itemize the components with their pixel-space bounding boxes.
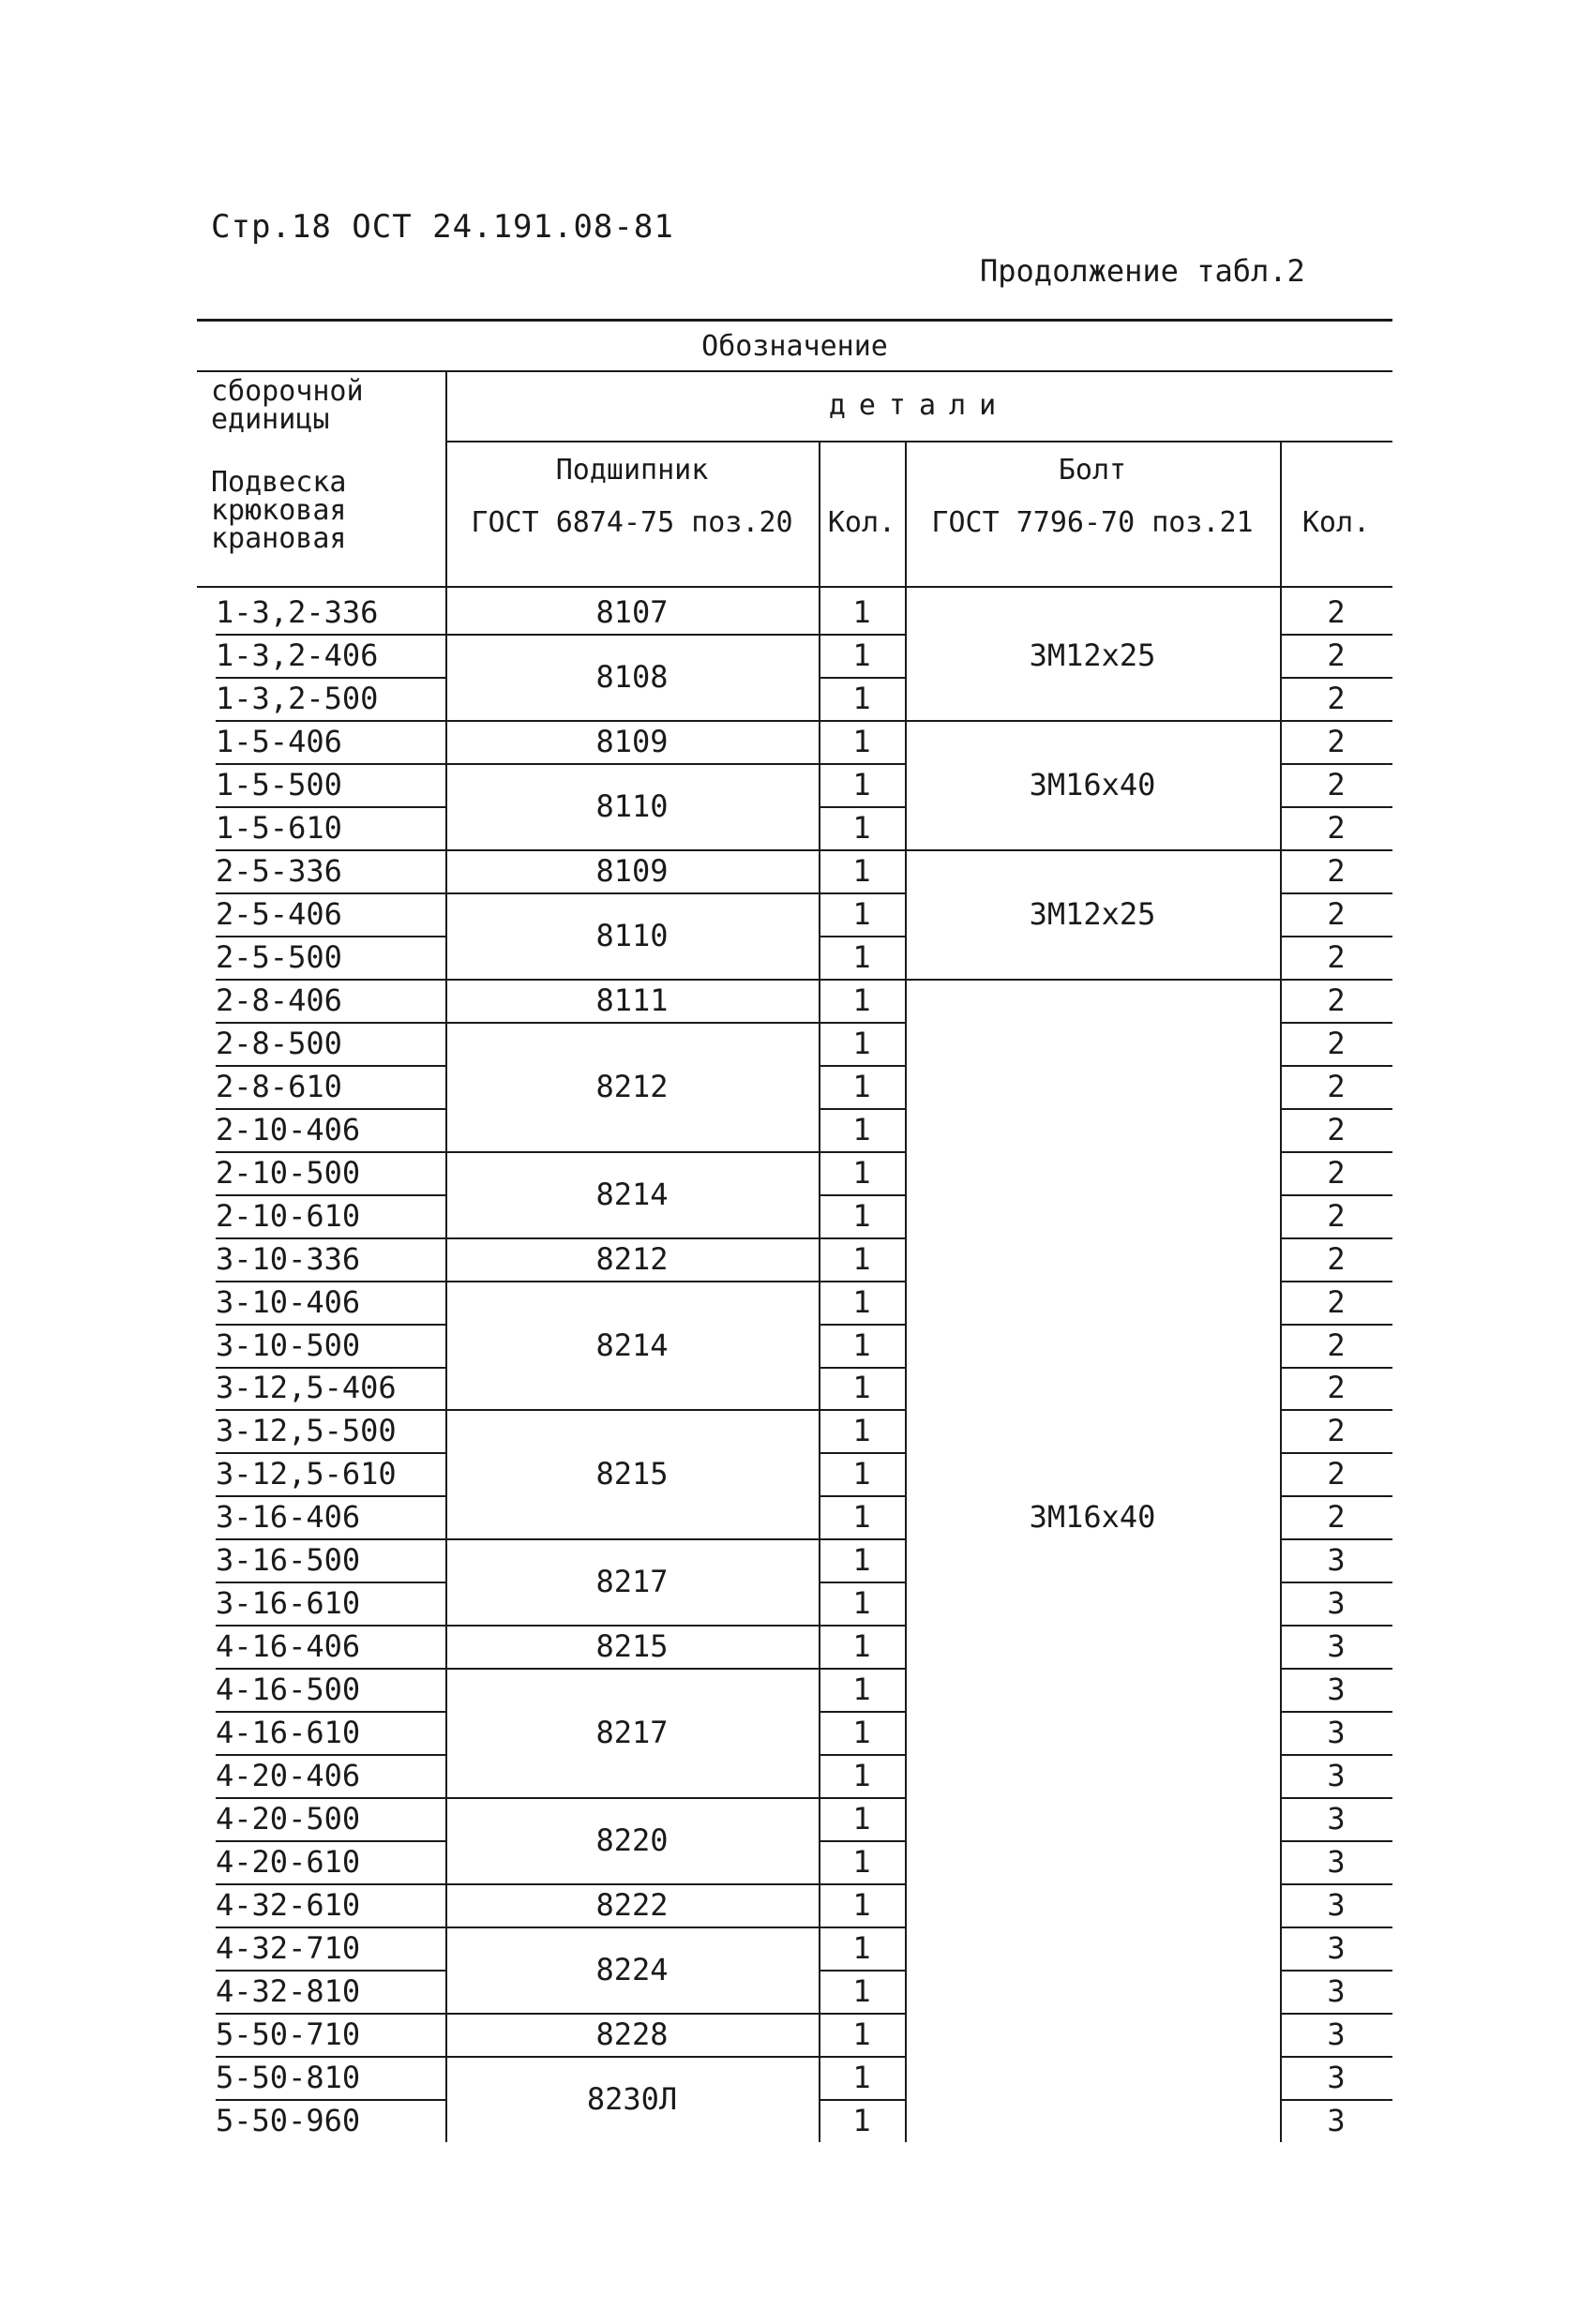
assembly-cell: 2-10-406 — [216, 1111, 361, 1147]
row-rule-qty1 — [819, 849, 905, 851]
assembly-cell: 3-16-610 — [216, 1585, 361, 1622]
qty2-cell: 3 — [1327, 1844, 1346, 1881]
assembly-cell: 3-12,5-610 — [216, 1456, 397, 1492]
row-rule-assembly — [216, 1970, 445, 1972]
qty2-cell: 3 — [1327, 1973, 1346, 2010]
bearing-group-rule — [445, 720, 819, 722]
bearing-group-rule — [445, 1538, 819, 1540]
row-rule-qty1 — [819, 1625, 905, 1627]
row-rule-qty1 — [819, 763, 905, 765]
header-rule-2 — [445, 441, 1392, 442]
row-rule-qty1 — [819, 1409, 905, 1411]
qty1-cell: 1 — [852, 723, 871, 759]
qty2-cell: 2 — [1327, 1413, 1346, 1449]
bearing-group-rule — [445, 892, 819, 894]
row-rule-qty1 — [819, 936, 905, 937]
qty2-cell: 2 — [1327, 809, 1346, 846]
qty2-cell: 3 — [1327, 1887, 1346, 1924]
assembly-cell: 2-5-406 — [216, 895, 342, 932]
row-rule-assembly — [216, 1281, 445, 1282]
row-rule-qty2 — [1280, 1582, 1392, 1583]
row-rule-assembly — [216, 1452, 445, 1454]
assembly-cell: 2-8-610 — [216, 1068, 342, 1104]
qty1-cell: 1 — [852, 2017, 871, 2053]
bearing-group-rule — [445, 1797, 819, 1799]
col-line-d — [905, 441, 907, 2142]
assembly-unit-header: сборочной единицы — [211, 374, 364, 436]
row-rule-qty1 — [819, 1582, 905, 1583]
qty2-cell: 2 — [1327, 593, 1346, 630]
bearing-group-rule — [445, 1151, 819, 1153]
bearing-cell: 8217 — [595, 1715, 669, 1751]
assembly-cell: 4-16-406 — [216, 1628, 361, 1665]
qty1-cell: 1 — [852, 593, 871, 630]
row-rule-qty2 — [1280, 720, 1392, 722]
bearing-cell: 8215 — [595, 1628, 669, 1665]
row-rule-qty1 — [819, 1711, 905, 1713]
row-rule-assembly — [216, 936, 445, 937]
row-rule-qty1 — [819, 1452, 905, 1454]
row-rule-qty1 — [819, 892, 905, 894]
row-rule-assembly — [216, 763, 445, 765]
qty1-cell: 1 — [852, 1672, 871, 1708]
qty1-cell: 1 — [852, 1499, 871, 1536]
row-rule-qty1 — [819, 634, 905, 636]
bearing-cell: 8224 — [595, 1952, 669, 1988]
qty1-cell: 1 — [852, 1585, 871, 1622]
row-rule-assembly — [216, 1237, 445, 1239]
row-rule-qty2 — [1280, 2013, 1392, 2015]
row-rule-assembly — [216, 2056, 445, 2058]
row-rule-assembly — [216, 1625, 445, 1627]
assembly-cell: 1-5-500 — [216, 766, 342, 802]
qty2-cell: 2 — [1327, 680, 1346, 716]
bolt-cell: 3М16х40 — [1029, 1499, 1156, 1536]
designation-header: Обозначение — [701, 329, 888, 363]
row-rule-qty2 — [1280, 936, 1392, 937]
assembly-cell: 2-5-500 — [216, 938, 342, 975]
details-header: детали — [828, 388, 1010, 422]
row-rule-assembly — [216, 1108, 445, 1110]
assembly-cell: 3-10-336 — [216, 1240, 361, 1277]
row-rule-qty1 — [819, 1797, 905, 1799]
qty2-cell: 2 — [1327, 1068, 1346, 1104]
row-rule-qty1 — [819, 677, 905, 679]
qty2-cell: 3 — [1327, 2103, 1346, 2138]
qty1-cell: 1 — [852, 1413, 871, 1449]
qty1-cell: 1 — [852, 637, 871, 673]
bearing-cell: 8109 — [595, 852, 669, 889]
assembly-cell: 4-16-610 — [216, 1715, 361, 1751]
qty2-cell: 3 — [1327, 1585, 1346, 1622]
qty1-cell: 1 — [852, 938, 871, 975]
row-rule-qty2 — [1280, 849, 1392, 851]
qty2-cell: 2 — [1327, 1499, 1346, 1536]
assembly-cell: 5-50-710 — [216, 2017, 361, 2053]
bearing-title: Подшипник — [555, 454, 709, 487]
assembly-cell: 4-32-710 — [216, 1930, 361, 1967]
row-rule-qty2 — [1280, 1538, 1392, 1540]
qty2-cell: 3 — [1327, 2017, 1346, 2053]
bearing-group-rule — [445, 2013, 819, 2015]
row-rule-assembly — [216, 1495, 445, 1497]
bolt-group-rule — [905, 720, 1280, 722]
header-rule-1 — [197, 370, 1392, 372]
row-rule-qty2 — [1280, 763, 1392, 765]
qty2-cell: 2 — [1327, 637, 1346, 673]
row-rule-qty1 — [819, 1840, 905, 1842]
row-rule-qty2 — [1280, 1151, 1392, 1153]
bearing-group-rule — [445, 1668, 819, 1670]
qty2-cell: 3 — [1327, 1628, 1346, 1665]
qty1-cell: 1 — [852, 1154, 871, 1191]
bearing-cell: 8212 — [595, 1240, 669, 1277]
qty1-cell: 1 — [852, 1240, 871, 1277]
bearing-group-rule — [445, 1883, 819, 1885]
row-rule-assembly — [216, 1754, 445, 1756]
qty1-cell: 1 — [852, 1542, 871, 1579]
bearing-cell: 8110 — [595, 917, 669, 953]
row-rule-assembly — [216, 2013, 445, 2015]
assembly-cell: 4-16-500 — [216, 1672, 361, 1708]
bearing-cell: 8214 — [595, 1176, 669, 1212]
row-rule-assembly — [216, 1582, 445, 1583]
row-rule-assembly — [216, 1022, 445, 1024]
qty2-cell: 2 — [1327, 982, 1346, 1018]
row-rule-qty2 — [1280, 1797, 1392, 1799]
bearing-cell: 8108 — [595, 658, 669, 695]
row-rule-qty2 — [1280, 1625, 1392, 1627]
row-rule-assembly — [216, 1797, 445, 1799]
bolt-cell: 3М12х25 — [1029, 637, 1156, 673]
row-rule-qty1 — [819, 806, 905, 808]
bearing-cell: 8220 — [595, 1822, 669, 1859]
row-rule-qty2 — [1280, 1970, 1392, 1972]
qty2-cell: 2 — [1327, 1111, 1346, 1147]
assembly-cell: 2-8-406 — [216, 982, 342, 1018]
assembly-cell: 3-16-406 — [216, 1499, 361, 1536]
qty2-cell: 2 — [1327, 1197, 1346, 1234]
bearing-cell: 8228 — [595, 2017, 669, 2053]
row-rule-qty2 — [1280, 979, 1392, 981]
row-rule-qty2 — [1280, 1367, 1392, 1369]
assembly-cell: 4-20-610 — [216, 1844, 361, 1881]
qty1-cell: 1 — [852, 1973, 871, 2010]
assembly-cell: 2-10-500 — [216, 1154, 361, 1191]
bearing-cell: 8110 — [595, 787, 669, 824]
qty2-cell: 3 — [1327, 1715, 1346, 1751]
qty2-cell: 3 — [1327, 1801, 1346, 1837]
col-line-c — [819, 441, 820, 2142]
row-rule-qty1 — [819, 1883, 905, 1885]
row-rule-assembly — [216, 1367, 445, 1369]
qty1-cell: 1 — [852, 1715, 871, 1751]
bearing-group-rule — [445, 849, 819, 851]
qty1-cell: 1 — [852, 1111, 871, 1147]
row-rule-qty2 — [1280, 1883, 1392, 1885]
bearing-group-rule — [445, 979, 819, 981]
row-rule-assembly — [216, 2099, 445, 2101]
assembly-cell: 1-3,2-336 — [216, 593, 379, 630]
qty2-cell: 2 — [1327, 723, 1346, 759]
row-rule-qty2 — [1280, 1711, 1392, 1713]
bearing-standard: ГОСТ 6874-75 поз.20 — [471, 506, 793, 539]
row-rule-qty1 — [819, 979, 905, 981]
row-rule-assembly — [216, 677, 445, 679]
row-rule-qty1 — [819, 1151, 905, 1153]
bearing-cell: 8230Л — [586, 2081, 678, 2118]
assembly-cell: 3-10-500 — [216, 1327, 361, 1363]
qty2-cell: 2 — [1327, 766, 1346, 802]
row-rule-qty2 — [1280, 1065, 1392, 1067]
qty2-cell: 3 — [1327, 1542, 1346, 1579]
assembly-cell: 3-12,5-500 — [216, 1413, 397, 1449]
assembly-cell: 4-32-610 — [216, 1887, 361, 1924]
row-rule-qty2 — [1280, 806, 1392, 808]
qty1-cell: 1 — [852, 1628, 871, 1665]
qty1-cell: 1 — [852, 1025, 871, 1061]
bearing-group-rule — [445, 2056, 819, 2058]
assembly-cell: 2-8-500 — [216, 1025, 342, 1061]
qty2-cell: 3 — [1327, 2060, 1346, 2096]
row-rule-qty1 — [819, 2099, 905, 2101]
row-rule-qty2 — [1280, 1194, 1392, 1196]
row-rule-qty2 — [1280, 1409, 1392, 1411]
row-rule-assembly — [216, 1883, 445, 1885]
qty2-cell: 2 — [1327, 1025, 1346, 1061]
row-rule-qty2 — [1280, 1668, 1392, 1670]
bearing-group-rule — [445, 1022, 819, 1024]
qty1-cell: 1 — [852, 982, 871, 1018]
qty1-header: Кол. — [827, 506, 896, 539]
row-rule-qty2 — [1280, 1108, 1392, 1110]
row-rule-assembly — [216, 1409, 445, 1411]
row-rule-assembly — [216, 634, 445, 636]
row-rule-assembly — [216, 720, 445, 722]
qty1-cell: 1 — [852, 1844, 871, 1881]
row-rule-qty1 — [819, 1668, 905, 1670]
bearing-cell: 8109 — [595, 723, 669, 759]
bolt-title: Болт — [1058, 454, 1127, 487]
bearing-cell: 8217 — [595, 1564, 669, 1600]
assembly-cell: 2-5-336 — [216, 852, 342, 889]
row-rule-qty2 — [1280, 1022, 1392, 1024]
row-rule-qty2 — [1280, 677, 1392, 679]
row-rule-qty2 — [1280, 2099, 1392, 2101]
bearing-group-rule — [445, 634, 819, 636]
qty1-cell: 1 — [852, 1930, 871, 1967]
assembly-cell: 2-10-610 — [216, 1197, 361, 1234]
row-rule-qty1 — [819, 1065, 905, 1067]
row-rule-assembly — [216, 806, 445, 808]
table-continuation-label: Продолжение табл.2 — [980, 253, 1305, 289]
table-top-rule — [197, 319, 1392, 322]
row-rule-assembly — [216, 849, 445, 851]
row-rule-qty1 — [819, 1495, 905, 1497]
assembly-cell: 5-50-960 — [216, 2103, 361, 2138]
qty1-cell: 1 — [852, 1370, 871, 1406]
qty2-cell: 3 — [1327, 1672, 1346, 1708]
row-rule-qty2 — [1280, 1324, 1392, 1326]
qty2-cell: 2 — [1327, 1283, 1346, 1320]
qty2-cell: 2 — [1327, 1327, 1346, 1363]
row-rule-qty1 — [819, 1754, 905, 1756]
row-rule-assembly — [216, 1711, 445, 1713]
bolt-group-rule — [905, 849, 1280, 851]
bearing-group-rule — [445, 1625, 819, 1627]
col-line-e — [1280, 441, 1282, 2142]
qty1-cell: 1 — [852, 1758, 871, 1794]
qty1-cell: 1 — [852, 680, 871, 716]
row-rule-qty1 — [819, 720, 905, 722]
bearing-cell: 8107 — [595, 593, 669, 630]
row-rule-qty2 — [1280, 1237, 1392, 1239]
assembly-cell: 3-16-500 — [216, 1542, 361, 1579]
row-rule-qty2 — [1280, 1452, 1392, 1454]
assembly-cell: 4-32-810 — [216, 1973, 361, 2010]
assembly-cell: 1-3,2-406 — [216, 637, 379, 673]
qty2-cell: 3 — [1327, 1758, 1346, 1794]
row-rule-qty2 — [1280, 1281, 1392, 1282]
row-rule-qty1 — [819, 1367, 905, 1369]
qty1-cell: 1 — [852, 895, 871, 932]
bolt-standard: ГОСТ 7796-70 поз.21 — [931, 506, 1254, 539]
header-rule-3 — [197, 586, 1392, 588]
page-header: Стр.18 ОСТ 24.191.08-81 — [211, 208, 674, 246]
qty1-cell: 1 — [852, 1197, 871, 1234]
bearing-cell: 8214 — [595, 1327, 669, 1363]
row-rule-qty2 — [1280, 1754, 1392, 1756]
row-rule-assembly — [216, 1065, 445, 1067]
qty1-cell: 1 — [852, 766, 871, 802]
qty1-cell: 1 — [852, 1456, 871, 1492]
qty2-cell: 2 — [1327, 1456, 1346, 1492]
qty1-cell: 1 — [852, 809, 871, 846]
bolt-cell: 3М16х40 — [1029, 766, 1156, 802]
qty1-cell: 1 — [852, 2060, 871, 2096]
assembly-name-header: Подвеска крюковая крановая — [211, 466, 347, 555]
row-rule-assembly — [216, 1194, 445, 1196]
row-rule-qty2 — [1280, 634, 1392, 636]
row-rule-qty2 — [1280, 1927, 1392, 1928]
qty1-cell: 1 — [852, 1327, 871, 1363]
assembly-cell: 4-20-406 — [216, 1758, 361, 1794]
assembly-cell: 1-5-406 — [216, 723, 342, 759]
row-rule-qty1 — [819, 2056, 905, 2058]
bearing-group-rule — [445, 1281, 819, 1282]
bearing-group-rule — [445, 1927, 819, 1928]
assembly-cell: 1-3,2-500 — [216, 680, 379, 716]
row-rule-qty1 — [819, 1927, 905, 1928]
qty2-cell: 3 — [1327, 1930, 1346, 1967]
assembly-cell: 1-5-610 — [216, 809, 342, 846]
bearing-cell: 8212 — [595, 1068, 669, 1104]
row-rule-assembly — [216, 1151, 445, 1153]
bearing-group-rule — [445, 1237, 819, 1239]
row-rule-qty2 — [1280, 1840, 1392, 1842]
row-rule-qty1 — [819, 1538, 905, 1540]
bearing-cell: 8222 — [595, 1887, 669, 1924]
bearing-cell: 8111 — [595, 982, 669, 1018]
assembly-cell: 3-12,5-406 — [216, 1370, 397, 1406]
assembly-cell: 4-20-500 — [216, 1801, 361, 1837]
row-rule-qty1 — [819, 1237, 905, 1239]
row-rule-qty1 — [819, 1194, 905, 1196]
qty2-cell: 2 — [1327, 1240, 1346, 1277]
bearing-group-rule — [445, 1409, 819, 1411]
row-rule-assembly — [216, 892, 445, 894]
row-rule-qty1 — [819, 1022, 905, 1024]
row-rule-assembly — [216, 1927, 445, 1928]
bolt-cell: 3М12х25 — [1029, 895, 1156, 932]
qty1-cell: 1 — [852, 1887, 871, 1924]
row-rule-assembly — [216, 1668, 445, 1670]
bearing-cell: 8215 — [595, 1456, 669, 1492]
col-line-b — [445, 370, 447, 2142]
qty1-cell: 1 — [852, 1068, 871, 1104]
parts-table — [197, 319, 1392, 2147]
qty1-cell: 1 — [852, 1283, 871, 1320]
qty2-cell: 2 — [1327, 852, 1346, 889]
qty2-cell: 2 — [1327, 1370, 1346, 1406]
row-rule-assembly — [216, 1840, 445, 1842]
qty2-cell: 2 — [1327, 1154, 1346, 1191]
row-rule-qty1 — [819, 1108, 905, 1110]
qty2-cell: 2 — [1327, 895, 1346, 932]
qty1-cell: 1 — [852, 1801, 871, 1837]
assembly-cell: 3-10-406 — [216, 1283, 361, 1320]
row-rule-assembly — [216, 1538, 445, 1540]
qty1-cell: 1 — [852, 2103, 871, 2138]
row-rule-qty2 — [1280, 892, 1392, 894]
assembly-cell: 5-50-810 — [216, 2060, 361, 2096]
row-rule-qty1 — [819, 1324, 905, 1326]
row-rule-qty1 — [819, 1281, 905, 1282]
qty2-cell: 2 — [1327, 938, 1346, 975]
row-rule-assembly — [216, 1324, 445, 1326]
bearing-group-rule — [445, 763, 819, 765]
row-rule-qty1 — [819, 2013, 905, 2015]
qty1-cell: 1 — [852, 852, 871, 889]
row-rule-qty2 — [1280, 1495, 1392, 1497]
qty2-header: Кол. — [1302, 506, 1371, 539]
row-rule-qty2 — [1280, 2056, 1392, 2058]
row-rule-qty1 — [819, 1970, 905, 1972]
row-rule-assembly — [216, 979, 445, 981]
bolt-group-rule — [905, 979, 1280, 981]
